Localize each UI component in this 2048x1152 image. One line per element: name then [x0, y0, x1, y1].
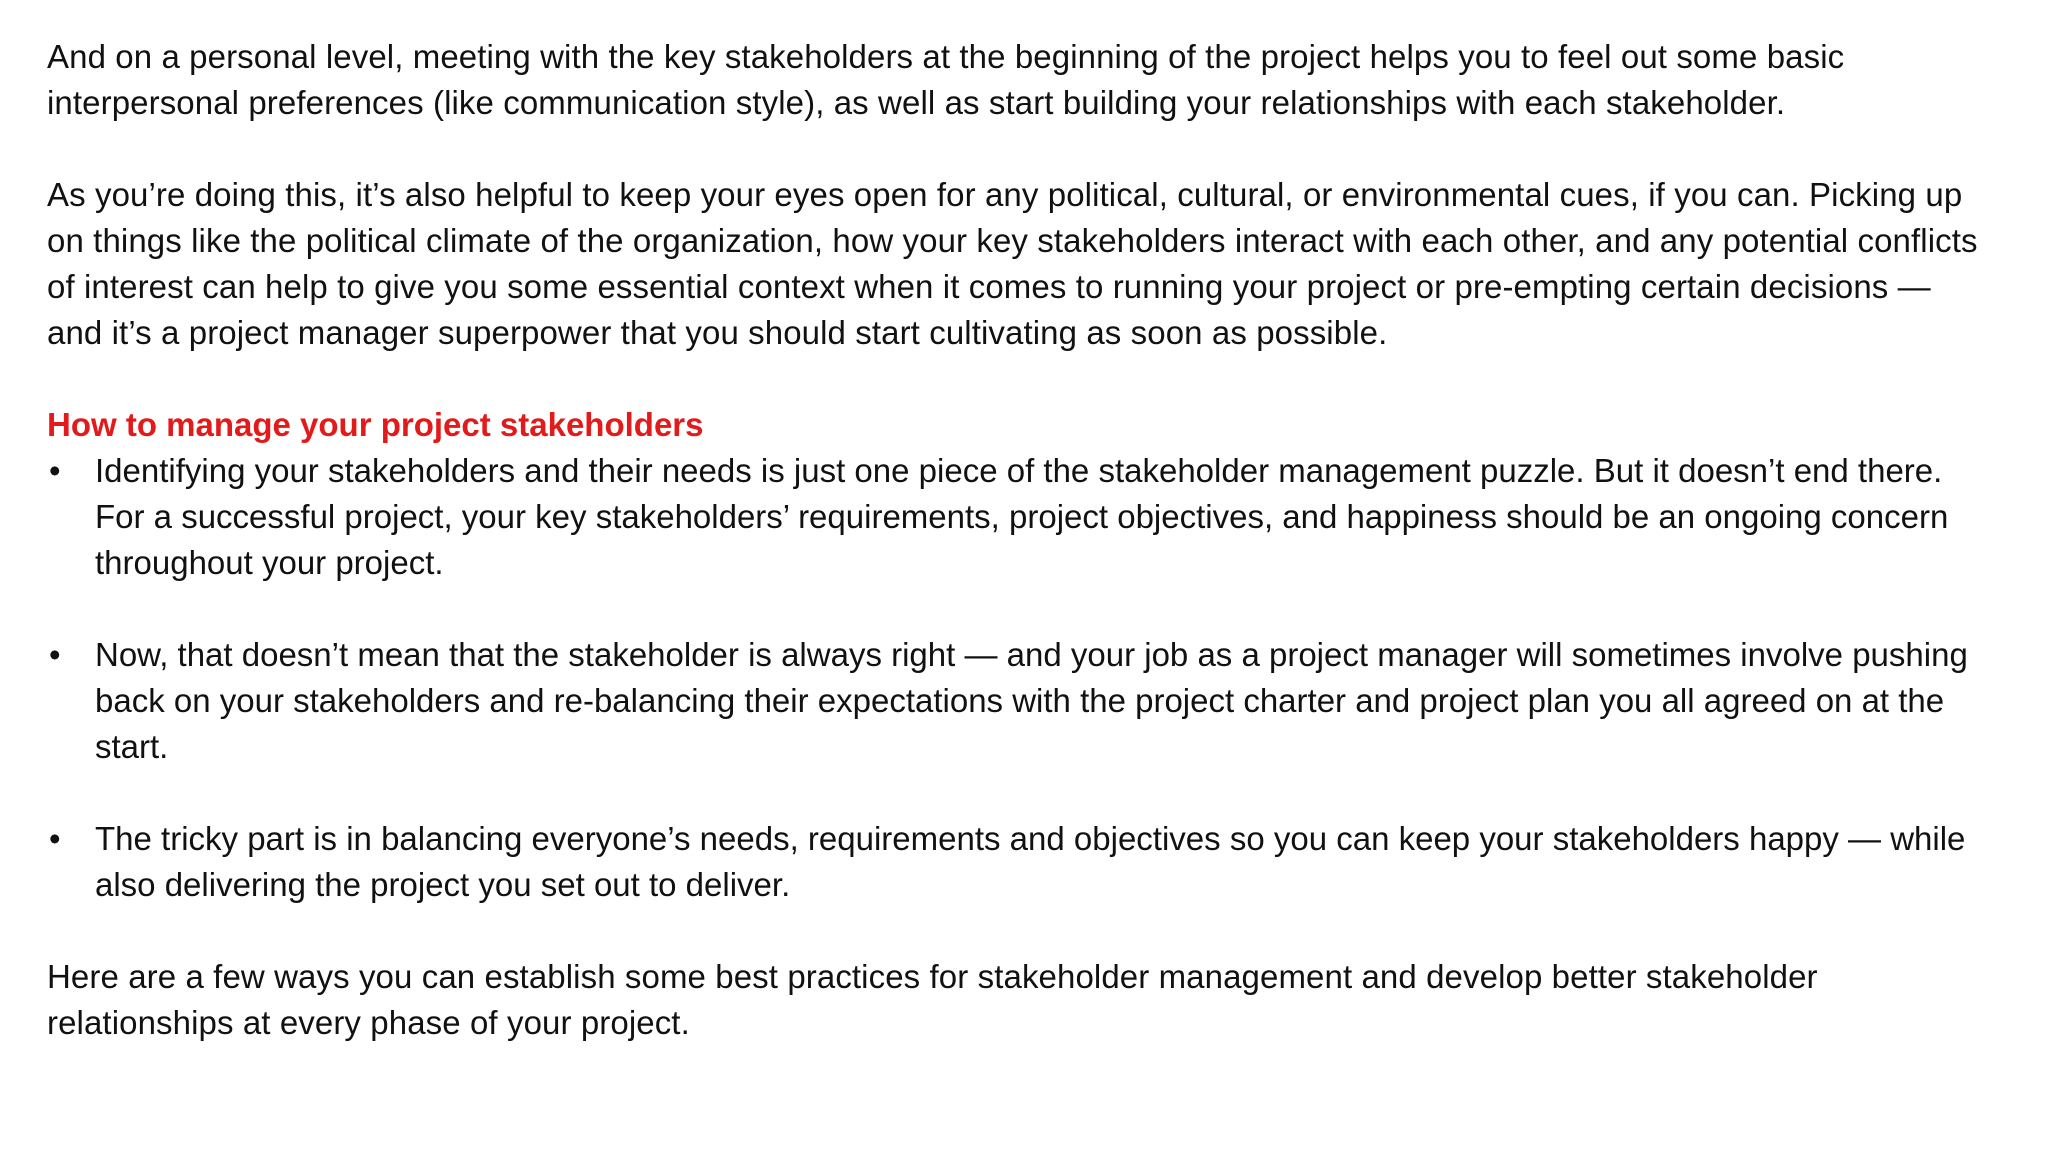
- intro-paragraph-political-cues: As you’re doing this, it’s also helpful to keep your eyes open for any political, cultural, or environmental cues, if you can. Picking up on things like the political climate of the organization, how your key stakeholders interact with each other, and any potential conflicts of interest can help to give you some essential context when it comes to running your project or pre-empting certain decisions — and it’s a project manager superpower that you should start cultivating as soon as possible.: [47, 176, 1978, 351]
- paragraph-spacer: [47, 126, 1988, 172]
- paragraph-spacer: [47, 356, 1988, 402]
- bullet-item: [47, 816, 1988, 908]
- bullet-item: [47, 632, 1988, 770]
- bullet-list: [47, 448, 1988, 908]
- bullet-icon: •: [49, 636, 61, 673]
- bullet-text: Identifying your stakeholders and their needs is just one piece of the stakeholder management puzzle. But it doesn’t end there. For a successful project, your key stakeholders’ requirements, project objectives, and happiness should be an ongoing concern throughout your project.: [95, 452, 1949, 581]
- bullet-item: [47, 448, 1988, 586]
- bullet-text: Now, that doesn’t mean that the stakeholder is always right — and your job as a project manager will sometimes involve pushing back on your stakeholders and re-balancing their expectations with the project charter and project plan you all agreed on at the start.: [95, 636, 1968, 765]
- section-heading: How to manage your project stakeholders: [47, 406, 704, 443]
- bullet-text: The tricky part is in balancing everyone’s needs, requirements and objectives so you can keep your stakeholders happy — while also delivering the project you set out to deliver.: [95, 820, 1966, 903]
- bullet-icon: •: [49, 452, 61, 489]
- paragraph-spacer: [47, 908, 1988, 954]
- intro-paragraph-relationships: And on a personal level, meeting with the key stakeholders at the beginning of the project helps you to feel out some basic interpersonal preferences (like communication style), as well as start building your relationships with each stakeholder.: [47, 38, 1845, 121]
- bullet-icon: •: [49, 820, 61, 857]
- closing-paragraph: Here are a few ways you can establish some best practices for stakeholder management and develop better stakeholder relationships at every phase of your project.: [47, 958, 1818, 1041]
